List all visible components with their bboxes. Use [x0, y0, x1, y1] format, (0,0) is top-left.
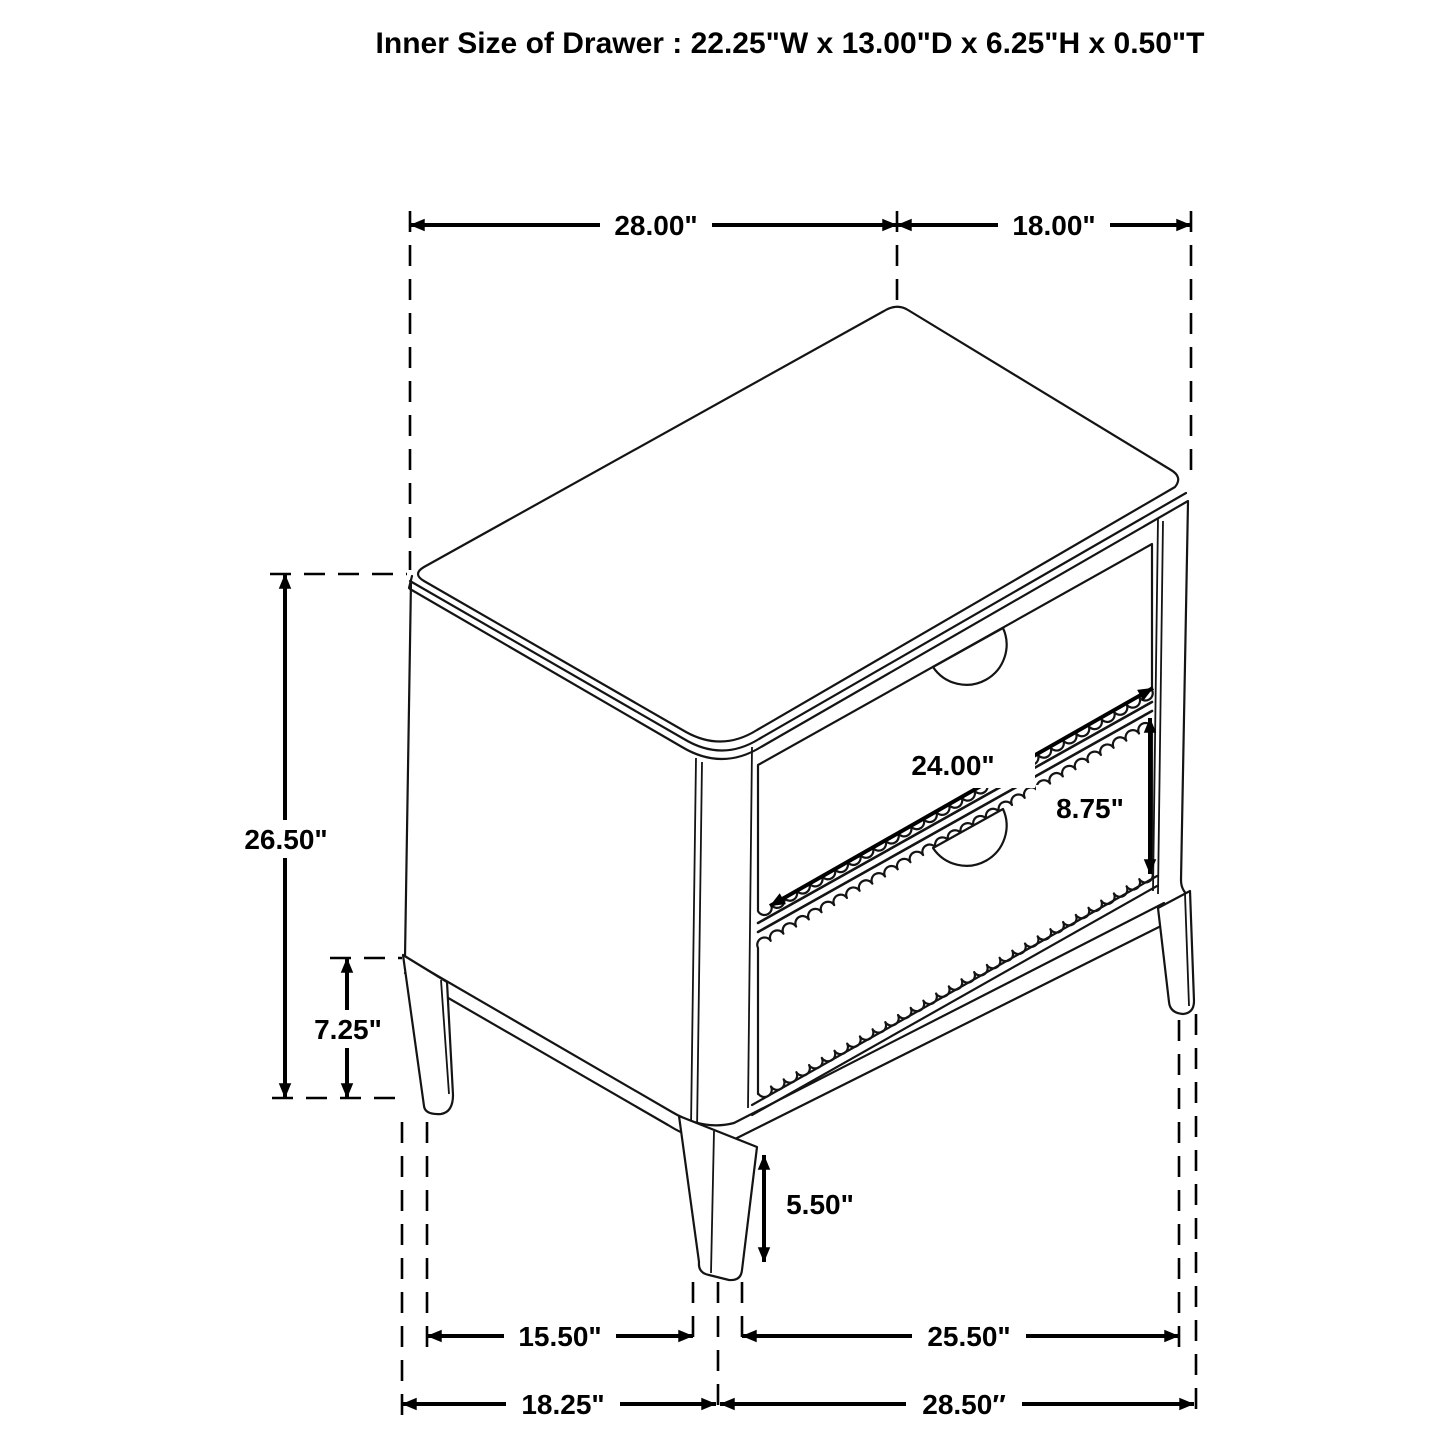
dim-drawer-height-label: 8.75"	[1056, 793, 1124, 824]
dim-floor-width-overall-label: 28.50″	[922, 1389, 1006, 1420]
dim-floor-span-width-label: 25.50"	[927, 1321, 1011, 1352]
dim-floor-span-depth-label: 15.50"	[518, 1321, 602, 1352]
dim-floor-width-overall	[720, 1386, 1194, 1422]
dim-floor-depth-overall	[402, 1386, 716, 1422]
dim-top-depth-label: 18.00"	[1012, 210, 1096, 241]
dim-overall-height-label: 26.50"	[244, 824, 328, 855]
dim-base-height-label: 7.25"	[314, 1014, 382, 1045]
dim-leg-height-label: 5.50"	[786, 1189, 854, 1220]
dim-floor-span-width	[742, 1318, 1179, 1354]
dim-top-width	[410, 207, 897, 243]
leg-front	[679, 1116, 757, 1280]
dim-base-height	[297, 958, 399, 1098]
dim-floor-depth-overall-label: 18.25"	[521, 1389, 605, 1420]
dim-leg-height	[764, 1155, 868, 1262]
leg-front-right	[1158, 891, 1194, 1014]
dim-top-depth	[897, 207, 1191, 243]
page-title: Inner Size of Drawer : 22.25"W x 13.00"D x 6.25"H x 0.50"T	[375, 27, 1205, 60]
dim-top-width-label: 28.00"	[614, 210, 698, 241]
dim-drawer-width-label: 24.00"	[911, 750, 995, 781]
leg-front-outline	[679, 1116, 757, 1280]
dim-floor-span-depth	[427, 1318, 693, 1354]
